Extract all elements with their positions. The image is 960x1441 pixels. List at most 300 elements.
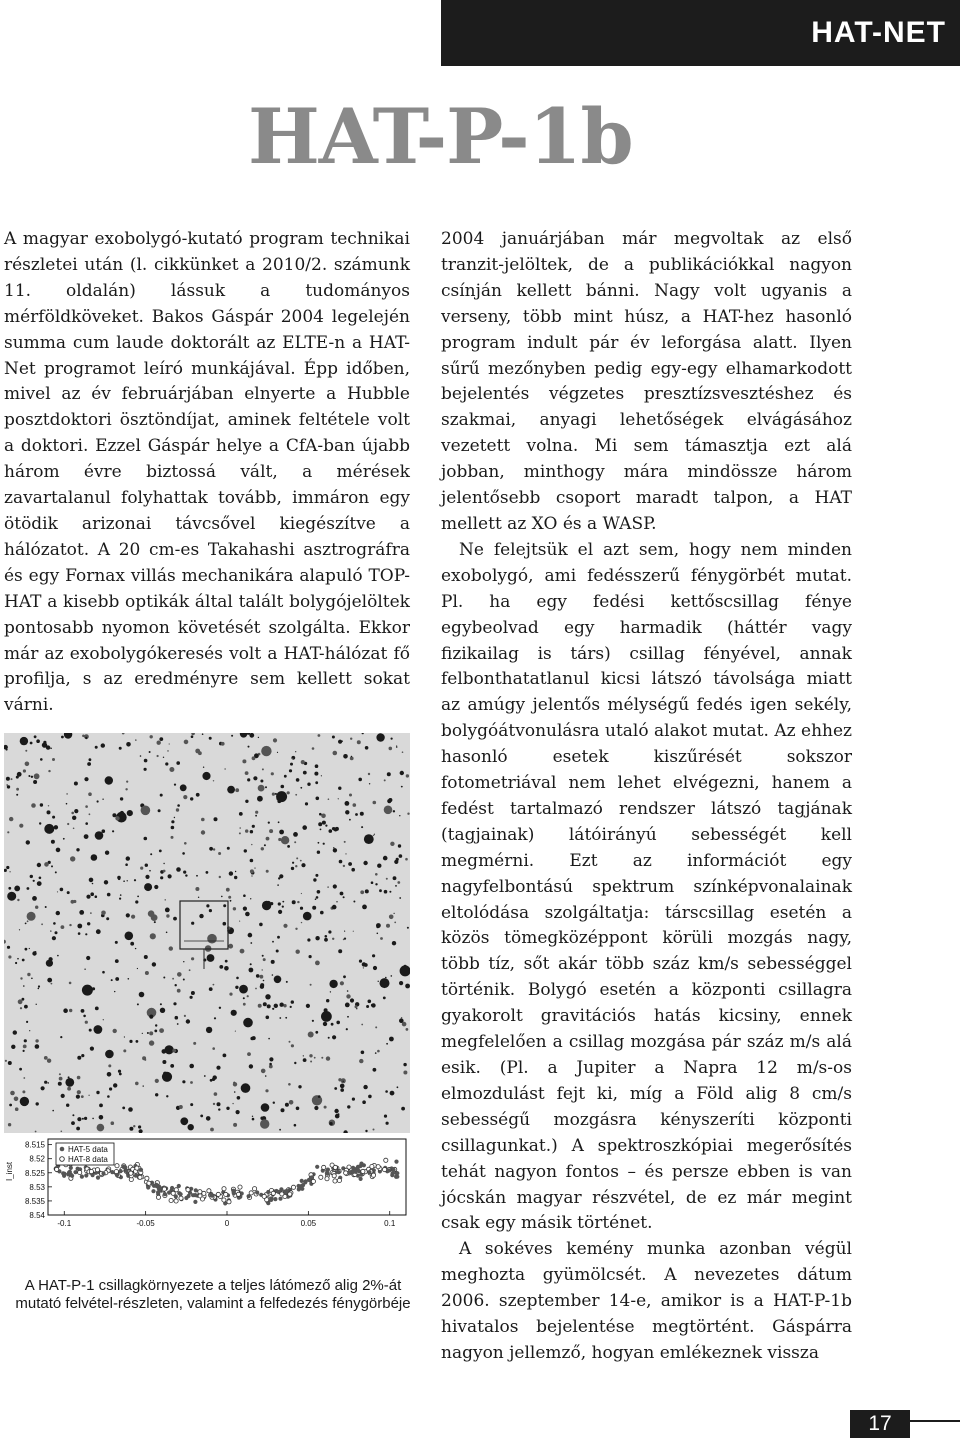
star (250, 942, 252, 944)
star (147, 1032, 149, 1034)
star (22, 998, 25, 1001)
star (87, 922, 90, 925)
data-point-hat8 (371, 1173, 375, 1177)
star (190, 1103, 193, 1106)
star (206, 1027, 212, 1033)
star (82, 985, 93, 996)
star (298, 1085, 301, 1088)
star (95, 831, 104, 840)
star (374, 834, 375, 835)
star (338, 949, 342, 953)
star (7, 892, 16, 901)
star (124, 1036, 125, 1037)
data-point-hat8 (78, 1170, 82, 1174)
star (260, 780, 263, 783)
star (67, 823, 69, 825)
star (322, 821, 326, 825)
star (56, 911, 60, 915)
star (24, 1005, 28, 1009)
star (54, 825, 58, 829)
star (159, 850, 162, 853)
star (292, 758, 293, 759)
star (165, 762, 168, 765)
star (162, 1072, 172, 1082)
data-point-hat8 (114, 1170, 118, 1174)
star (401, 1107, 405, 1111)
star (297, 901, 299, 903)
data-point-hat5 (80, 1175, 84, 1179)
star (352, 1098, 355, 1101)
star (107, 893, 111, 897)
star (312, 1020, 314, 1022)
star (274, 1004, 278, 1008)
star (125, 788, 127, 790)
star (227, 786, 235, 794)
star (329, 980, 337, 988)
star (38, 988, 40, 990)
star (261, 1069, 266, 1074)
star (395, 885, 397, 887)
star (35, 1044, 40, 1049)
star (266, 837, 270, 841)
star (296, 950, 300, 954)
star (88, 792, 92, 796)
star (243, 894, 246, 897)
data-point-hat5 (394, 1175, 398, 1179)
star (262, 955, 264, 957)
star (393, 810, 395, 812)
star (183, 961, 184, 962)
star (315, 781, 318, 784)
star (209, 909, 212, 912)
page-number (850, 1410, 910, 1438)
star (250, 830, 253, 833)
star (232, 1103, 233, 1104)
star (111, 1121, 115, 1125)
star (340, 1084, 345, 1089)
star (359, 1059, 363, 1063)
star (272, 974, 274, 976)
star (145, 971, 149, 975)
star (219, 1007, 221, 1009)
star (73, 828, 75, 830)
star (191, 735, 194, 738)
star (293, 832, 298, 837)
star (228, 944, 233, 949)
star (23, 1050, 25, 1052)
left-column (4, 227, 410, 719)
star (169, 946, 173, 950)
star (296, 1107, 300, 1111)
star (407, 813, 409, 815)
star (157, 755, 159, 757)
star (137, 968, 138, 969)
star (139, 992, 145, 998)
star (89, 1029, 92, 1032)
star (48, 770, 50, 772)
star (77, 1056, 81, 1060)
data-point-hat8 (325, 1177, 329, 1181)
star (264, 844, 266, 846)
star (244, 849, 247, 852)
star (286, 981, 288, 983)
star (294, 1062, 296, 1064)
star (250, 963, 252, 965)
star (22, 1090, 25, 1093)
star (340, 981, 344, 985)
star (85, 933, 87, 935)
data-point-hat5 (167, 1191, 171, 1195)
star (198, 897, 199, 898)
y-tick-label: 8.515 (24, 1140, 45, 1150)
star (288, 1083, 291, 1086)
star (72, 1114, 74, 1116)
data-point-hat8 (361, 1169, 365, 1173)
star (119, 898, 121, 900)
star (399, 854, 403, 858)
star (390, 842, 394, 846)
star (81, 1054, 84, 1057)
data-point-hat5 (387, 1168, 391, 1172)
star (86, 956, 90, 960)
star (281, 836, 289, 844)
star (104, 880, 108, 884)
star (250, 859, 254, 863)
star (9, 1104, 12, 1107)
star (310, 1061, 312, 1063)
star (86, 895, 90, 899)
data-point-hat5 (155, 1184, 159, 1188)
star (321, 814, 326, 819)
star (160, 1008, 165, 1013)
star (106, 917, 109, 920)
star (131, 915, 135, 919)
star (250, 898, 251, 899)
y-tick-label: 8.52 (29, 1154, 45, 1164)
data-point-hat5 (394, 1160, 398, 1164)
star (339, 860, 343, 864)
star (34, 773, 40, 779)
star (14, 886, 20, 892)
star (27, 920, 29, 922)
star (77, 1076, 81, 1080)
star (350, 998, 354, 1002)
star (315, 874, 318, 877)
data-point-hat5 (300, 1179, 304, 1183)
star (239, 832, 241, 834)
star (160, 1003, 162, 1005)
star (375, 873, 378, 876)
star (160, 794, 163, 797)
star (365, 1130, 367, 1132)
star (19, 929, 20, 930)
star (233, 1123, 237, 1127)
star (37, 863, 41, 867)
star (405, 984, 410, 989)
star (17, 772, 22, 777)
star (91, 854, 98, 861)
star (399, 981, 403, 985)
star (61, 1094, 65, 1098)
star (71, 900, 75, 904)
star (383, 997, 386, 1000)
star (303, 912, 312, 921)
star (331, 1124, 333, 1126)
star (188, 1124, 194, 1130)
star (263, 980, 265, 982)
star (270, 902, 273, 905)
star (209, 737, 212, 740)
star (291, 756, 295, 760)
star (41, 1086, 45, 1090)
star (292, 900, 296, 904)
star (317, 890, 321, 894)
star (355, 1005, 358, 1008)
star (11, 778, 13, 780)
data-point-hat8 (280, 1192, 284, 1196)
star (66, 793, 68, 795)
star (359, 960, 362, 963)
data-point-hat8 (238, 1185, 242, 1189)
star (300, 860, 302, 862)
star (295, 928, 297, 930)
star (307, 938, 310, 941)
star (360, 890, 364, 894)
data-point-hat5 (359, 1177, 363, 1181)
page-rule (910, 1420, 960, 1422)
star (84, 969, 85, 970)
star (204, 1075, 206, 1077)
star (214, 817, 218, 821)
star (144, 768, 147, 771)
star (362, 962, 366, 966)
star (309, 1054, 312, 1057)
star (375, 1026, 377, 1028)
star (269, 1063, 272, 1066)
data-point-hat8 (198, 1190, 202, 1194)
star (137, 896, 139, 898)
star (69, 1009, 72, 1012)
star (403, 1063, 406, 1066)
star (343, 1081, 344, 1082)
star (338, 798, 339, 799)
star (281, 785, 285, 789)
star (343, 896, 345, 898)
star (347, 1105, 350, 1108)
star (112, 830, 114, 832)
star (6, 777, 10, 781)
star (250, 1037, 254, 1041)
data-point-hat8 (55, 1167, 59, 1171)
star (90, 1047, 94, 1051)
data-point-hat8 (333, 1165, 337, 1169)
star (281, 1108, 285, 1112)
data-point-hat8 (115, 1164, 119, 1168)
star (154, 885, 158, 889)
star (261, 746, 271, 756)
legend-label-hat8: HAT-8 data (68, 1155, 108, 1164)
star (269, 1057, 273, 1061)
star (333, 751, 338, 756)
data-point-hat8 (344, 1171, 348, 1175)
star (114, 991, 115, 992)
star (165, 1045, 174, 1054)
star (263, 1002, 267, 1006)
star (19, 1068, 22, 1071)
star (399, 897, 401, 899)
star (169, 767, 174, 772)
star (282, 906, 284, 908)
star (332, 938, 334, 940)
data-point-hat5 (247, 1194, 251, 1198)
data-point-hat5 (210, 1194, 214, 1198)
star (278, 821, 280, 823)
star (273, 1102, 275, 1104)
star (145, 864, 148, 867)
star (345, 1003, 350, 1008)
paragraph: 2004 januárjában már megvoltak az első tranzit-jelöltek, de a publikációkkal nagyon csínján kellett bánni. Nagy volt ugyanis a verseny, több mint húsz, a HAT-hez hasonló program indult pár év leforgása alatt. Ilyen sűrű mezőnyben pedig egy-egy elhamarkodott bejelentés végzetes presztízsvesztéshez és szakmai, anyagi lehetőségek elvágásához vezetett volna. Mi sem támasztja ezt alá jobban, minthogy mára mindössze három jelentősebb csoport maradt talpon, a HAT mellett az XO és a WASP. (441, 229, 852, 534)
star (210, 1079, 213, 1082)
star (347, 1016, 349, 1018)
star (129, 1040, 132, 1043)
star (358, 778, 362, 782)
star (28, 775, 30, 777)
star (96, 1091, 99, 1094)
data-point-hat5 (68, 1170, 72, 1174)
star-field-image (4, 733, 410, 1133)
star (387, 772, 391, 776)
star (315, 936, 319, 940)
star (390, 1091, 395, 1096)
star (287, 791, 290, 794)
star (290, 763, 293, 766)
star (279, 1017, 281, 1019)
star (252, 825, 255, 828)
star (20, 737, 28, 745)
star (333, 847, 334, 848)
star (167, 750, 169, 752)
star (126, 781, 128, 783)
data-point-hat5 (146, 1185, 150, 1189)
star (128, 978, 130, 980)
star (317, 851, 320, 854)
star (8, 955, 11, 958)
data-point-hat5 (163, 1192, 167, 1196)
star (23, 1045, 27, 1049)
data-point-hat8 (227, 1200, 231, 1204)
star (289, 1041, 291, 1043)
star (144, 759, 148, 763)
star (377, 1050, 380, 1053)
star (366, 1005, 369, 1008)
star (136, 1040, 139, 1043)
star (150, 933, 156, 939)
star (63, 1008, 68, 1013)
star (401, 786, 403, 788)
light-curve-chart (4, 1133, 410, 1231)
star (373, 1129, 375, 1131)
star (126, 742, 131, 747)
star (384, 779, 386, 781)
data-point-hat5 (232, 1191, 236, 1195)
star (191, 991, 195, 995)
data-point-hat5 (96, 1176, 100, 1180)
star (120, 894, 122, 896)
star (348, 862, 352, 866)
star (44, 824, 54, 834)
star (292, 862, 294, 864)
star (225, 960, 228, 963)
star (195, 887, 199, 891)
star (5, 1060, 7, 1062)
star (48, 805, 49, 806)
star (115, 959, 119, 963)
star (213, 780, 214, 781)
star (262, 768, 264, 770)
star (377, 864, 381, 868)
star (344, 841, 346, 843)
star (251, 875, 252, 876)
star (338, 1078, 341, 1081)
star (248, 746, 250, 748)
star (278, 910, 282, 914)
star (294, 1124, 297, 1127)
x-tick-label: 0 (224, 1219, 230, 1228)
star (373, 835, 374, 836)
star (159, 737, 163, 741)
data-point-hat5 (194, 1188, 198, 1192)
data-point-hat5 (300, 1187, 304, 1191)
star (101, 743, 105, 747)
star (36, 739, 40, 743)
star (8, 1123, 11, 1126)
star (219, 965, 223, 969)
star (316, 896, 319, 899)
star (345, 853, 346, 854)
star (184, 842, 187, 845)
star (175, 1016, 179, 1020)
star (242, 759, 246, 763)
star (29, 948, 30, 949)
star (126, 913, 130, 917)
paragraph: Ne felejtsük el azt sem, hogy nem minden exobolygó, ami fedésszerű fénygörbét mutat. Pl. ha egy fedési kettőscsillag fénye egybeolvad egy harmadik (háttér vagy fizikailag is társ) csillag fényével, annak felbonthatatlanul kicsi látszó távolsága miatt az amúgy jelentős mélységű fedés igen sekély, bolygóátvonulásra utaló alakot mutat. Az ehhez hasonló esetek kiszűrését sokszor fotometriával nem lehet elvégezni, hanem a fedést tartalmazó rendszer látszó tagjának (tagjainak) látóirányú sebességét kell megmérni. Ezt az információt egy nagyfelbontású spektrum színképvonalainak eltolódása szolgáltatja: társcsillag esetén a közös tömegközéppont körüli mozgás nagy, több tíz, sőt akár több száz km/s sebességgel történik. Bolygó esetén a központi csillagra gyakorolt gravitációs hatás kicsiny, ennek megfelelően a csillag mozgása pár száz m/s alá esik. (Pl. a Jupiter a Napra 12 m/s-os elmozdulást fejt ki, míg a Föld alig 8 cm/s sebességű mozgásra kényszeríti központi csillagunkat.) A spektroszkópiai megerősítés tehát nagyon fontos – és persze ebben is van jócskán magyar részvétel, de ez már megint csak egy másik történet. (441, 539, 852, 1234)
star (328, 930, 331, 933)
star (235, 871, 236, 872)
data-point-hat5 (367, 1170, 371, 1174)
star (346, 994, 350, 998)
star (296, 857, 298, 859)
star (309, 955, 312, 958)
star (343, 865, 345, 867)
star (306, 1004, 310, 1008)
star (40, 758, 43, 761)
star (190, 1081, 193, 1084)
star (251, 844, 252, 845)
star (343, 939, 345, 941)
star (353, 931, 354, 932)
star (213, 1103, 215, 1105)
x-tick-label: 0.05 (300, 1219, 317, 1228)
star (182, 1080, 185, 1083)
star (85, 822, 88, 825)
star (142, 1033, 143, 1034)
star (32, 896, 37, 901)
star (276, 791, 287, 802)
star (179, 1105, 183, 1109)
star (224, 966, 229, 971)
star (320, 829, 322, 831)
data-point-hat5 (156, 1190, 160, 1194)
